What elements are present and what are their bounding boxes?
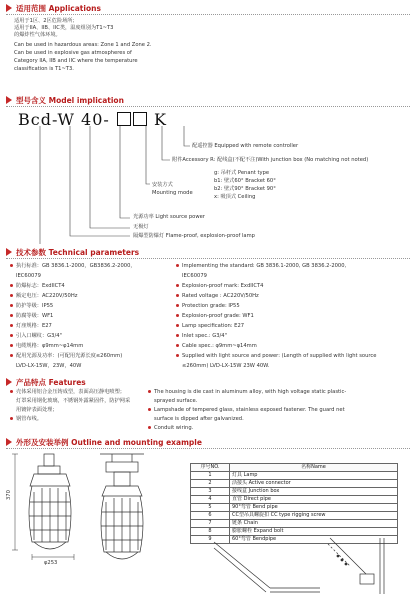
tech-cn-item xyxy=(10,303,53,310)
divider xyxy=(6,14,410,15)
features-cn-item xyxy=(16,407,58,414)
model-label: Mounting mode xyxy=(152,190,193,196)
bullet-icon xyxy=(176,354,179,357)
tech-cn-item xyxy=(10,283,65,290)
applications-en-line: Can be used in explosive gas atmospheres of xyxy=(14,50,132,56)
features-en-item-text: The housing is die cast in aluminum alloy, with high voltage static plastic- xyxy=(154,389,347,395)
pendant-lamp-drawing xyxy=(20,452,80,598)
model-label: b2: 壁式90° Bracket 90° xyxy=(214,186,276,192)
tech-en-item-text: Supplied with light source and power: (Length of supplied with light source xyxy=(182,353,377,359)
outline-title: 外形及安装举例 Outline and mounting example xyxy=(16,437,202,447)
bullet-icon xyxy=(10,314,13,317)
features-en-item xyxy=(154,398,197,405)
section-arrow-icon xyxy=(6,4,12,12)
tech-cn-item-text: 电缆规格：φ9mm~φ14mm xyxy=(16,343,84,349)
features-en-item-text: surface is dipped after galvanized. xyxy=(154,416,244,422)
applications-cn-line: 的爆炸性气体环境。 xyxy=(14,32,61,38)
tech-cn-item-text: 额定电压：AC220V/50Hz xyxy=(16,293,78,299)
part-number: 6 xyxy=(191,512,230,520)
model-label: x: 吸顶式 Ceiling xyxy=(214,194,256,200)
bullet-icon xyxy=(176,344,179,347)
model-label: 光源功率 Light source power xyxy=(133,214,205,220)
features-cn-item xyxy=(10,416,42,423)
tech-cn-item-text: 灯座规格：E27 xyxy=(16,323,52,329)
tech-en-item xyxy=(176,353,376,360)
outline-header xyxy=(6,436,202,448)
tech-en-item-text: Lamp specification: E27 xyxy=(182,323,245,329)
bullet-icon xyxy=(148,390,151,393)
part-number: 5 xyxy=(191,504,230,512)
applications-en-line: Can be used in hazardous areas: Zone 1 and Zone 2. xyxy=(14,42,152,48)
model-leader-lines xyxy=(0,124,416,244)
tech-header xyxy=(6,246,139,258)
tech-en-item-text: Implementing the standard: GB 3836.1-2000, GB 3836.2-2000, xyxy=(182,263,347,269)
tech-en-item xyxy=(176,283,263,290)
tech-cn-item xyxy=(10,313,53,320)
tech-cn-item xyxy=(10,263,136,270)
applications-title: 适用范围 Applications xyxy=(16,3,101,13)
model-label: 无极灯 xyxy=(133,224,149,230)
parts-header-no: 序号NO. xyxy=(191,464,230,472)
tech-en-item-text: Cable spec.: φ9mm~φ14mm xyxy=(182,343,257,349)
tech-en-item xyxy=(182,363,269,370)
tech-cn-item-text: 引入口螺纹：G3/4" xyxy=(16,333,62,339)
bullet-icon xyxy=(176,334,179,337)
tech-en-item-text: Protection grade: IP55 xyxy=(182,303,240,309)
bullet-icon xyxy=(148,426,151,429)
parts-header-name: 名称Name xyxy=(230,464,398,472)
ceiling-lamp-drawing xyxy=(92,452,152,592)
divider xyxy=(6,258,410,259)
applications-header xyxy=(6,2,101,14)
features-cn-item-text: 钢管布线。 xyxy=(16,416,42,422)
part-name: 60°弯管 Bendpipe xyxy=(230,536,398,544)
tech-cn-item xyxy=(10,353,122,360)
applications-en-line: classification is T1~T3. xyxy=(14,66,74,72)
model-code-prefix: Bcd-W 40- xyxy=(18,110,110,129)
model-label: 附件Accessory R: 配线盒(不配不注)With junction box (No matching not noted) xyxy=(172,157,369,163)
tech-title: 技术参数 Technical parameters xyxy=(16,247,140,257)
part-name: 膨胀螺栓 Expand bolt xyxy=(230,528,398,536)
height-dimension-line xyxy=(12,452,18,552)
part-name: 直管 Direct pipe xyxy=(230,496,398,504)
tech-en-item-text: Inlet spec.: G3/4" xyxy=(182,333,227,339)
model-title: 型号含义 Model implication xyxy=(16,95,124,105)
bullet-icon xyxy=(176,324,179,327)
part-name: 接线盒 Junction box xyxy=(230,488,398,496)
features-en-item xyxy=(148,407,345,414)
section-arrow-icon xyxy=(6,248,12,256)
tech-en-item-text: IEC60079 xyxy=(182,273,207,279)
tech-en-item-text: Explosion-proof grade: WF1 xyxy=(182,313,254,319)
table-row xyxy=(191,512,398,520)
part-name: 活接头 Active connector xyxy=(230,480,398,488)
bullet-icon xyxy=(10,264,13,267)
part-name: 90°弯管 Bend pipe xyxy=(230,504,398,512)
bullet-icon xyxy=(176,284,179,287)
tech-cn-item xyxy=(16,273,41,280)
features-en-item-text: Lampshade of tempered glass, stainless exposed fastener. The guard net xyxy=(154,407,345,413)
part-number: 7 xyxy=(191,520,230,528)
part-name: CC型吊具螺旋扣 CC type rigging screw xyxy=(230,512,398,520)
features-cn-item xyxy=(16,398,130,405)
applications-en-line: Category IIA, IIB and IIC where the temperature xyxy=(14,58,138,64)
bullet-icon xyxy=(176,314,179,317)
tech-en-item-text: Rated voltage : AC220V/50Hz xyxy=(182,293,259,299)
table-row xyxy=(191,488,398,496)
features-header xyxy=(6,376,86,388)
features-cn-item xyxy=(10,389,125,396)
tech-cn-item-text: 防爆标志：ExdIICT4 xyxy=(16,283,65,289)
model-label: b1: 壁式60° Bracket 60° xyxy=(214,178,276,184)
bullet-icon xyxy=(148,408,151,411)
part-number: 4 xyxy=(191,496,230,504)
features-en-item xyxy=(154,416,244,423)
features-cn-item-text: 壳体采用铝合金压铸成型，表面高压静电喷塑； xyxy=(16,389,125,395)
model-label: 配遥控器 Equipped with remote controller xyxy=(192,143,299,149)
tech-en-item xyxy=(176,323,244,330)
part-number: 9 xyxy=(191,536,230,544)
divider xyxy=(6,106,410,107)
bullet-icon xyxy=(10,417,13,420)
tech-cn-item-text: IEC60079 xyxy=(16,273,41,279)
part-number: 1 xyxy=(191,472,230,480)
divider xyxy=(6,448,410,449)
section-arrow-icon xyxy=(6,96,12,104)
tech-en-item xyxy=(176,343,257,350)
table-row xyxy=(191,496,398,504)
features-en-item-text: Conduit wiring. xyxy=(154,425,194,431)
tech-cn-item-text: 防护等级：IP55 xyxy=(16,303,54,309)
model-code-suffix: K xyxy=(153,110,167,129)
tech-cn-item-text: 执行标准：GB 3836.1-2000，GB3836.2-2000， xyxy=(16,263,136,269)
mounting-example-drawing xyxy=(210,534,416,598)
tech-en-item xyxy=(176,293,259,300)
applications-cn-line: 适用于IIA、IIB、IIC类，温度组别为T1~T3 xyxy=(14,25,114,31)
tech-cn-item-text: 防腐等级：WF1 xyxy=(16,313,54,319)
tech-en-item xyxy=(176,313,254,320)
table-row xyxy=(191,520,398,528)
part-number: 2 xyxy=(191,480,230,488)
tech-en-item xyxy=(182,273,207,280)
tech-cn-item xyxy=(10,293,77,300)
features-cn-item-text: 灯罩采用钢化玻璃，不锈钢外露紧固件，防护网采 xyxy=(16,398,131,404)
tech-cn-item-text: 配用光源及功率：(可配用光源长度≤260mm) xyxy=(16,353,123,359)
tech-cn-item xyxy=(10,333,62,340)
model-label: g: 吊杆式 Penant type xyxy=(214,170,270,176)
model-label: 安装方式 xyxy=(152,182,173,188)
part-name: 灯具 Lamp xyxy=(230,472,398,480)
bullet-icon xyxy=(10,324,13,327)
tech-cn-item xyxy=(10,343,83,350)
bullet-icon xyxy=(176,264,179,267)
bullet-icon xyxy=(10,344,13,347)
model-header xyxy=(6,94,124,106)
bullet-icon xyxy=(10,334,13,337)
bullet-icon xyxy=(10,284,13,287)
bullet-icon xyxy=(176,294,179,297)
features-title: 产品特点 Features xyxy=(16,377,86,387)
parts-table xyxy=(190,463,398,544)
dimension-height: 370 xyxy=(6,490,12,500)
part-number: 3 xyxy=(191,488,230,496)
applications-cn-line: 适用于1区、2区危险场所； xyxy=(14,18,78,24)
tech-cn-item xyxy=(10,323,52,330)
section-arrow-icon xyxy=(6,438,12,446)
bullet-icon xyxy=(10,354,13,357)
bullet-icon xyxy=(10,304,13,307)
part-number: 8 xyxy=(191,528,230,536)
model-label: 隔爆型防爆灯 Flame-proof, explosion-proof lamp xyxy=(133,233,255,239)
table-row xyxy=(191,472,398,480)
part-name: 链条 Chain xyxy=(230,520,398,528)
tech-cn-item xyxy=(16,363,81,370)
tech-en-item xyxy=(176,263,346,270)
tech-en-item xyxy=(176,333,227,340)
tech-cn-item-text: LVD-LX-15W，23W，40W xyxy=(16,363,82,369)
dimension-width: φ253 xyxy=(44,560,58,566)
section-arrow-icon xyxy=(6,378,12,386)
bullet-icon xyxy=(176,304,179,307)
table-row xyxy=(191,480,398,488)
features-en-item xyxy=(148,389,346,396)
features-cn-item-text: 用镀锌表面处理； xyxy=(16,407,58,413)
bullet-icon xyxy=(10,390,13,393)
tech-en-item-text: Explosion-proof mark: ExdIICT4 xyxy=(182,283,264,289)
table-row xyxy=(191,504,398,512)
tech-en-item xyxy=(176,303,240,310)
features-en-item xyxy=(148,425,193,432)
tech-en-item-text: ≤260mm) LVD-LX-15W 23W 40W. xyxy=(182,363,270,369)
bullet-icon xyxy=(10,294,13,297)
features-en-item-text: sprayed surface. xyxy=(154,398,198,404)
